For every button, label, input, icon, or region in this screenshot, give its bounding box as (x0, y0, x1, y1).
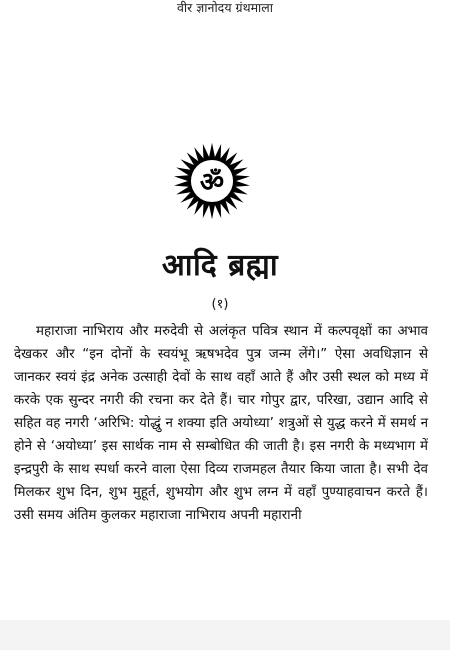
om-sunburst-icon (173, 142, 251, 220)
paragraph: महाराजा नाभिराय और मरुदेवी से अलंकृत पवित्र स्थान में कल्पवृक्षों का अभाव देखकर और “इन दोनों के स्वयंभू ऋषभदेव पुत्र जन्म लेंगे।” ऐसा अवधिज्ञान से जानकर स्वयं इंद्र अनेक उत्साही देवों के साथ वहाँ आते हैं और उसी स्थल को मध्य में करके एक सुन्दर नगरी की रचना कर देते हैं। चार गोपुर द्वार, परिखा, उद्यान आदि से सहित वह नगरी ‘अरिभि: योद्धुं न शक्या इति अयोध्या’ शत्रुओं से युद्ध करने में समर्थ न होने से ‘अयोध्या’ इस सार्थक नाम से सम्बोधित की जाती है। इस नगरी के मध्यभाग में इन्द्रपुरी के साथ स्पर्धा करने वाला ऐसा दिव्य राजमहल तैयार किया जाता है। सभी देव मिलकर शुभ दिन, शुभ मुहूर्त, शुभयोग और शुभ लग्न में वहाँ पुण्याहवाचन करते हैं। उसी समय अंतिम कुलकर महाराजा नाभिराय अपनी महारानी (14, 324, 428, 523)
om-symbol: ॐ (199, 167, 225, 199)
chapter-title: आदि ब्रह्मा (161, 248, 279, 283)
running-header: वीर ज्ञानोदय ग्रंथमाला (176, 0, 274, 15)
chapter-number: (१) (211, 297, 229, 312)
body-text (14, 320, 428, 527)
page-bottom-margin (0, 620, 450, 650)
